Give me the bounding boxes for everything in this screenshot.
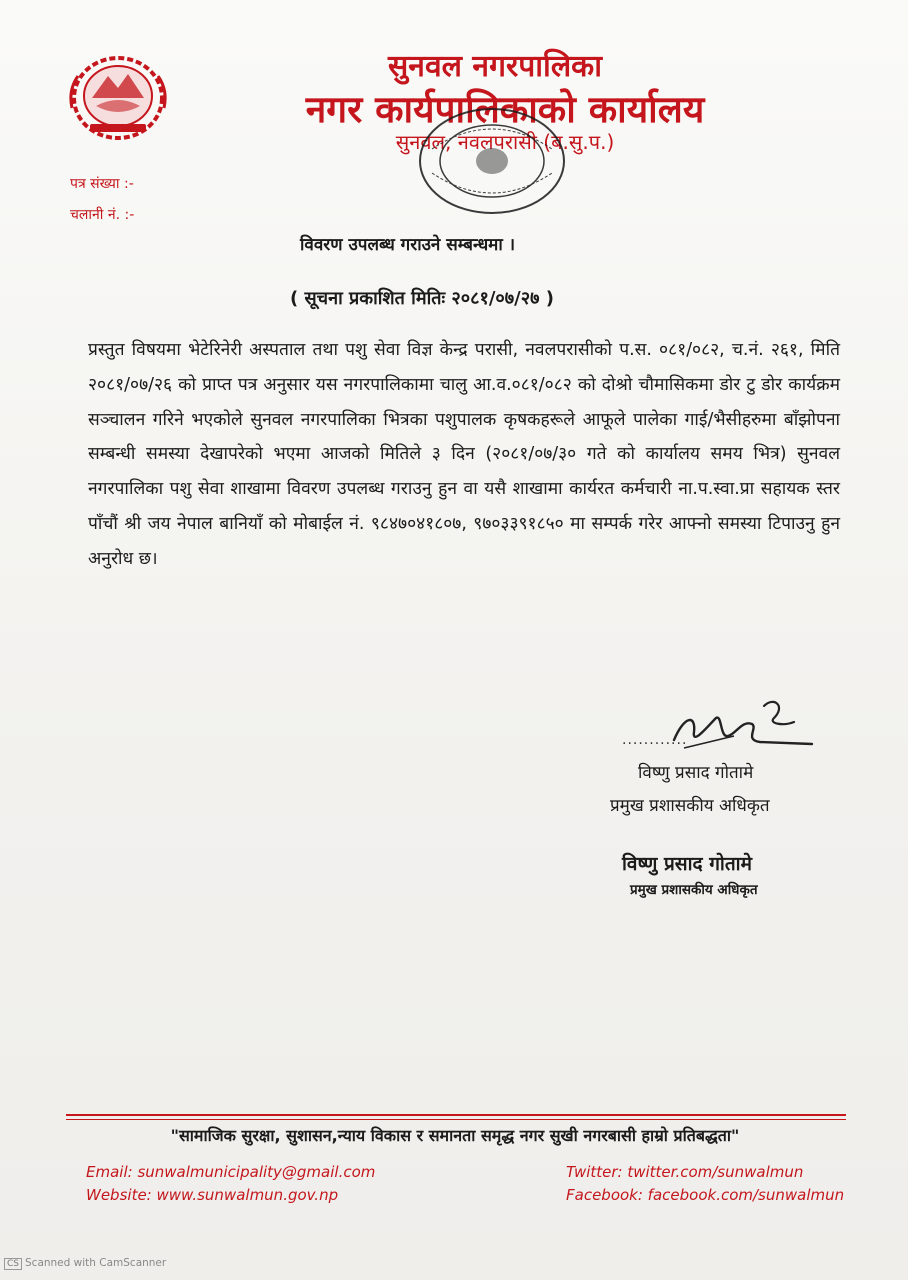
- signature-line: ............: [622, 732, 688, 748]
- signatory-name: विष्णु प्रसाद गोतामे: [638, 763, 754, 783]
- scanner-watermark: [4, 1257, 166, 1270]
- office-address: सुनवल, नवलपरासी (ब.सु.प.): [395, 130, 615, 154]
- signatory-title: प्रमुख प्रशासकीय अधिकृत: [610, 796, 770, 816]
- footer-divider: [66, 1114, 846, 1116]
- published-date: ( सूचना प्रकाशित मितिः २०८१/०७/२७ ): [290, 288, 554, 309]
- footer-divider-thin: [66, 1119, 846, 1120]
- name-stamp: विष्णु प्रसाद गोतामे: [622, 853, 752, 875]
- dispatch-number-label: चलानी नं. :-: [70, 207, 135, 223]
- footer-motto: "सामाजिक सुरक्षा, सुशासन,न्याय विकास र समानता समृद्ध नगर सुखी नगरबासी हाम्रो प्रतिबद्धता": [170, 1126, 740, 1145]
- notice-body: प्रस्तुत विषयमा भेटेरिनेरी अस्पताल तथा पशु सेवा विज्ञ केन्द्र परासी, नवलपरासीको प.स. ०८१/०८२, च.नं. २६१, मिति २०८१/०७/२६ को प्राप्त पत्र अनुसार यस नगरपालिकामा चालु आ.व.०८१/०८२ को दोश्रो चौमासिकमा डोर टु डोर कार्यक्रम सञ्चालन गरिने भएकोले सुनवल नगरपालिका भित्रका पशुपालक कृषकहरूले आफूले पालेका गाई/भैसीहरुमा बाँझोपना सम्बन्धी समस्या देखापरेको भएमा आजको मितिले ३ दिन (२०८१/०७/३० गते को कार्यालय समय भित्र) सुनवल नगरपालिका पशु सेवा शाखामा विवरण उपलब्ध गराउनु हुन वा यसै शाखामा कार्यरत कर्मचारी ना.प.स्वा.प्रा सहायक स्तर पाँचौं श्री जय नेपाल बानियाँ को मोबाईल नं. ९८४७०४१८०७, ९७०३३९१८५० मा सम्पर्क गरेर आफ्नो समस्या टिपाउनु हुन अनुरोध छ।: [88, 340, 840, 569]
- letter-number-label: पत्र संख्या :-: [70, 176, 134, 192]
- footer-facebook: Facebook: facebook.com/sunwalmun: [566, 1186, 845, 1204]
- subject-line: विवरण उपलब्ध गराउने सम्बन्धमा ।: [300, 235, 516, 255]
- municipality-name: सुनवल नगरपालिका: [388, 49, 602, 84]
- camscanner-logo-icon: CS: [4, 1258, 22, 1270]
- footer-website: Website: www.sunwalmun.gov.np: [86, 1186, 339, 1204]
- office-name: नगर कार्यपालिकाको कार्यालय: [305, 88, 705, 131]
- footer-twitter: Twitter: twitter.com/sunwalmun: [566, 1163, 804, 1181]
- nepal-emblem-icon: [62, 46, 174, 146]
- scanner-text: Scanned with CamScanner: [25, 1257, 167, 1269]
- name-stamp-title: प्रमुख प्रशासकीय अधिकृत: [630, 882, 758, 898]
- official-seal-stamp: [412, 103, 572, 219]
- footer-email: Email: sunwalmunicipality@gmail.com: [86, 1163, 376, 1181]
